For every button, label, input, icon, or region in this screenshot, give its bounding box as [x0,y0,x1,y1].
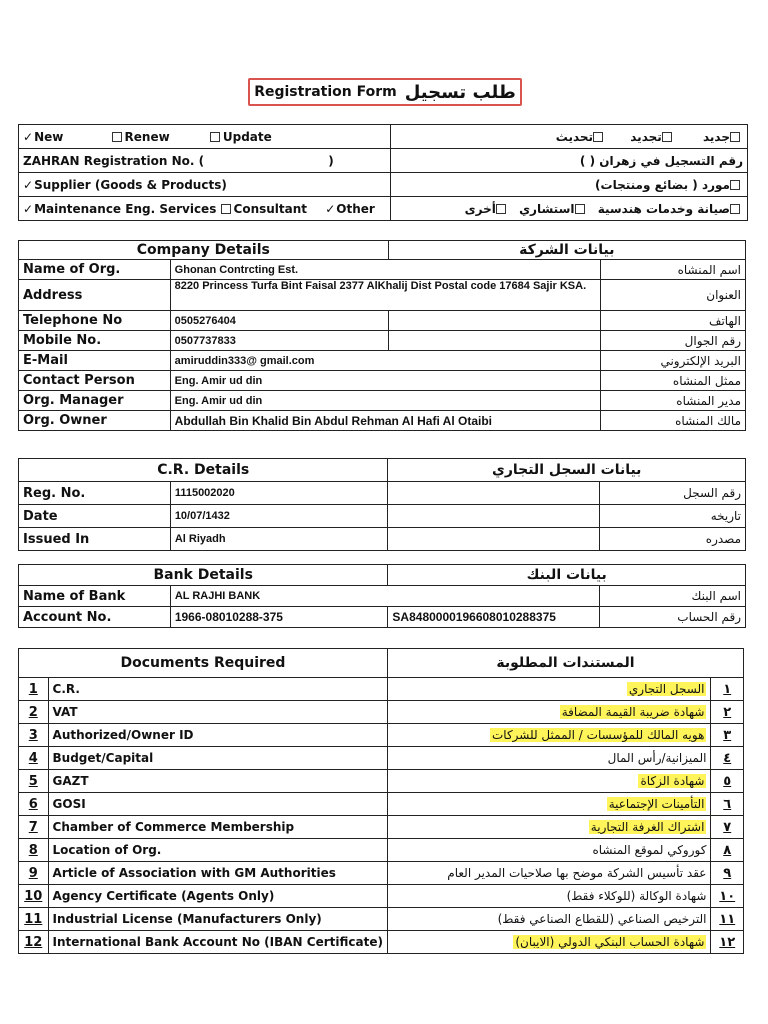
document-number: 10 [19,885,49,908]
document-name-ar: شهادة الوكالة (للوكلاء فقط) [566,889,707,903]
document-name-ar-cell [387,931,710,954]
maintenance-ar [390,197,747,221]
document-number-ar: ٢ [711,701,744,724]
document-name-en: Budget/Capital [48,747,387,770]
document-number-ar: ٥ [711,770,744,793]
document-number: 8 [19,839,49,862]
document-number-ar: ٦ [711,793,744,816]
consultant-option-ar[interactable]: استشاري [519,201,575,216]
bank-header-en: Bank Details [19,565,388,586]
zahran-paren-ar: ( ) [579,153,596,168]
document-name-en: Chamber of Commerce Membership [48,816,387,839]
update-option-ar[interactable]: تحديث [555,129,594,144]
document-row [19,862,744,885]
checkmark-icon[interactable]: ✓ [325,201,336,216]
document-name-ar: شهادة الزكاة [640,774,705,788]
document-number: 4 [19,747,49,770]
document-name-en: GAZT [48,770,387,793]
mobile-extra[interactable] [388,331,600,351]
document-name-en: Industrial License (Manufacturers Only) [48,908,387,931]
document-name-en: VAT [48,701,387,724]
document-number-ar: ٧ [711,816,744,839]
registration-type-table [18,124,748,221]
document-number: 1 [19,678,49,701]
bank-name-value[interactable]: AL RAJHI BANK [170,586,599,607]
reg-type-ar [390,125,747,149]
zahran-reg-en [19,149,391,173]
issued-in-label: Issued In [19,528,171,551]
document-name-ar-cell [387,816,710,839]
document-name-ar-cell [387,839,710,862]
email-label: E-Mail [19,351,171,371]
checkbox-icon[interactable] [210,132,220,142]
document-name-ar-cell [387,770,710,793]
telephone-extra[interactable] [388,311,600,331]
document-row [19,724,744,747]
maintenance-option-ar[interactable]: صيانة وخدمات هندسية [597,201,730,216]
checkbox-icon[interactable] [662,132,672,142]
mobile-ar: رقم الجوال [600,331,745,351]
account-no-label: Account No. [19,607,171,628]
document-name-ar-cell [387,793,710,816]
telephone-label: Telephone No [19,311,171,331]
checkbox-icon[interactable] [496,204,506,214]
document-name-ar: شهادة ضريبة القيمة المضافة [561,705,705,719]
telephone-ar: الهاتف [600,311,745,331]
company-header-ar: بيانات الشركة [388,241,745,260]
document-name-ar: اشتراك الغرفة التجارية [590,820,705,834]
update-option[interactable]: Update [222,129,272,144]
document-name-ar-cell [387,862,710,885]
date-label: Date [19,505,171,528]
maintenance-option[interactable]: Maintenance Eng. Services [34,201,217,216]
account-no-ar: رقم الحساب [600,607,746,628]
org-name-value[interactable]: Ghonan Contrcting Est. [170,260,600,280]
document-name-en: International Bank Account No (IBAN Certificate) [48,931,387,954]
reg-no-label: Reg. No. [19,482,171,505]
document-name-ar: عقد تأسيس الشركة موضح بها صلاحيات المدير العام [447,866,707,880]
iban-value[interactable]: SA8480000196608010288375 [388,607,600,628]
date-extra[interactable] [388,505,600,528]
checkmark-icon[interactable]: ✓ [23,129,34,144]
supplier-en [19,173,391,197]
other-option-ar[interactable]: أخرى [464,201,496,216]
maintenance-en [19,197,391,221]
document-name-ar: الترخيص الصناعي (للقطاع الصناعي فقط) [497,912,707,926]
document-number-ar: ١٠ [711,885,744,908]
other-option[interactable]: Other [336,201,375,216]
reg-no-extra[interactable] [388,482,600,505]
documents-header-ar: المستندات المطلوبة [387,649,743,678]
document-name-ar: كوروكي لموقع المنشاه [592,843,707,857]
document-name-ar: السجل التجاري [628,682,705,696]
documents-required-table [18,648,744,954]
checkbox-icon[interactable] [730,180,740,190]
document-number: 3 [19,724,49,747]
issued-in-extra[interactable] [388,528,600,551]
contact-person-label: Contact Person [19,371,171,391]
zahran-close: ) [328,153,334,168]
document-name-en: C.R. [48,678,387,701]
new-option[interactable]: New [34,129,64,144]
org-manager-label: Org. Manager [19,391,171,411]
supplier-option-ar[interactable]: مورد ( بضائع ومنتجات) [595,177,730,192]
document-row [19,931,744,954]
org-manager-ar: مدير المنشاه [600,391,745,411]
mobile-label: Mobile No. [19,331,171,351]
document-name-ar-cell [387,678,710,701]
address-ar: العنوان [600,280,745,311]
document-row [19,793,744,816]
checkbox-icon[interactable] [593,132,603,142]
document-name-ar: الميزانية/رأس المال [607,751,707,765]
org-owner-value[interactable]: Abdullah Bin Khalid Bin Abdul Rehman Al Hafi Al Otaibi [170,411,600,431]
document-number: 2 [19,701,49,724]
document-name-ar-cell [387,724,710,747]
document-number: 9 [19,862,49,885]
title-ar: طلب تسجيل [404,81,516,103]
org-manager-value[interactable]: Eng. Amir ud din [170,391,600,411]
document-name-ar: التأمينات الإجتماعية [608,797,705,811]
date-value[interactable]: 10/07/1432 [170,505,388,528]
document-row [19,908,744,931]
address-value[interactable]: 8220 Princess Turfa Bint Faisal 2377 AlKhalij Dist Postal code 17684 Sajir KSA. [170,280,600,311]
consultant-option[interactable]: Consultant [233,201,308,216]
document-number-ar: ٣ [711,724,744,747]
email-ar: البريد الإلكتروني [600,351,745,371]
org-name-ar: اسم المنشاه [600,260,745,280]
document-number: 5 [19,770,49,793]
document-name-en: Article of Association with GM Authorities [48,862,387,885]
reg-type-en [19,125,391,149]
document-row [19,678,744,701]
document-number-ar: ١٢ [711,931,744,954]
document-name-ar-cell [387,908,710,931]
renew-option[interactable]: Renew [124,129,170,144]
bank-name-ar: اسم البنك [600,586,746,607]
document-name-en: Authorized/Owner ID [48,724,387,747]
document-name-ar-cell [387,701,710,724]
company-details-table [18,240,746,431]
document-name-en: Agency Certificate (Agents Only) [48,885,387,908]
checkbox-icon[interactable] [730,132,740,142]
document-name-en: Location of Org. [48,839,387,862]
org-name-label: Name of Org. [19,260,171,280]
renew-option-ar[interactable]: تجديد [630,129,662,144]
document-row [19,816,744,839]
org-owner-label: Org. Owner [19,411,171,431]
document-row [19,701,744,724]
title-en: Registration Form [254,84,397,100]
supplier-option[interactable]: Supplier (Goods & Products) [34,177,227,192]
document-number: 7 [19,816,49,839]
documents-header-en: Documents Required [19,649,388,678]
document-number: 11 [19,908,49,931]
document-name-ar-cell [387,885,710,908]
email-value[interactable]: amiruddin333@ gmail.com [170,351,600,371]
issued-in-ar: مصدره [600,528,746,551]
form-title [248,78,522,106]
telephone-value[interactable]: 0505276404 [170,311,388,331]
document-name-en: GOSI [48,793,387,816]
checkbox-icon[interactable] [221,204,231,214]
bank-details-table [18,564,746,628]
document-row [19,885,744,908]
zahran-label: ZAHRAN Registration No. ( [23,153,205,168]
org-owner-ar: مالك المنشاه [600,411,745,431]
zahran-label-ar: رقم التسجيل في زهران [599,153,743,168]
checkmark-icon[interactable]: ✓ [23,177,34,192]
checkmark-icon[interactable]: ✓ [23,201,34,216]
cr-header-ar: بيانات السجل التجاري [388,459,746,482]
document-row [19,747,744,770]
company-header-en: Company Details [19,241,389,260]
checkbox-icon[interactable] [730,204,740,214]
document-number-ar: ٨ [711,839,744,862]
document-number-ar: ٤ [711,747,744,770]
contact-person-value[interactable]: Eng. Amir ud din [170,371,600,391]
document-row [19,839,744,862]
date-ar: تاريخه [600,505,746,528]
document-name-ar-cell [387,747,710,770]
document-number-ar: ١ [711,678,744,701]
contact-person-ar: ممثل المنشاه [600,371,745,391]
document-name-ar: هويه المالك للمؤسسات / الممثل للشركات [491,728,705,742]
new-option-ar[interactable]: جديد [702,129,730,144]
document-name-ar: شهادة الحساب البنكي الدولي (الايبان) [515,935,705,949]
reg-no-value[interactable]: 1115002020 [170,482,388,505]
document-number-ar: ١١ [711,908,744,931]
address-label: Address [19,280,171,311]
account-no-value[interactable]: 1966-08010288-375 [170,607,388,628]
mobile-value[interactable]: 0507737833 [170,331,388,351]
zahran-reg-ar [390,149,747,173]
document-number: 12 [19,931,49,954]
bank-name-label: Name of Bank [19,586,171,607]
reg-no-ar: رقم السجل [600,482,746,505]
checkbox-icon[interactable] [112,132,122,142]
document-row [19,770,744,793]
supplier-ar [390,173,747,197]
issued-in-value[interactable]: Al Riyadh [170,528,388,551]
checkbox-icon[interactable] [575,204,585,214]
cr-header-en: C.R. Details [19,459,388,482]
bank-header-ar: بيانات البنك [388,565,746,586]
document-number: 6 [19,793,49,816]
document-number-ar: ٩ [711,862,744,885]
cr-details-table [18,458,746,551]
